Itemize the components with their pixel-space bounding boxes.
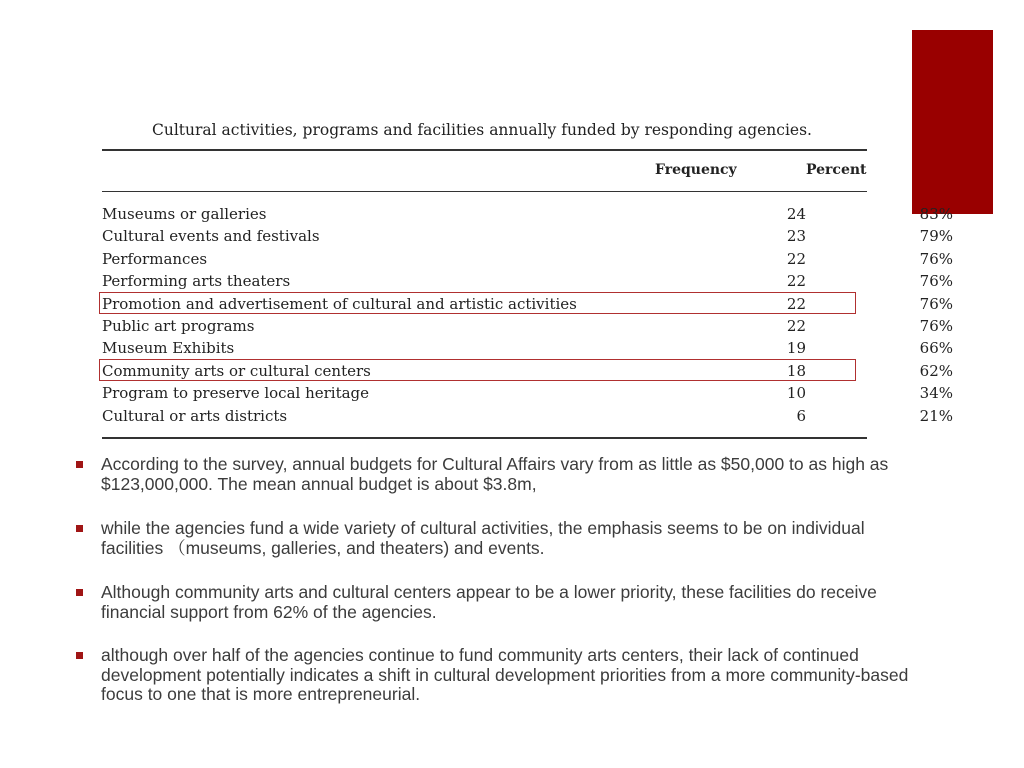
row-label: Cultural events and festivals	[102, 227, 320, 246]
table-title: Cultural activities, programs and facilities annually funded by responding agencies.	[152, 121, 812, 139]
row-percent: 79%	[919, 227, 953, 246]
row-frequency: 24	[786, 205, 806, 223]
bullet-list	[76, 455, 916, 730]
row-percent: 21%	[919, 406, 953, 425]
row-percent: 34%	[919, 384, 953, 403]
bullet-item	[76, 583, 916, 622]
row-frequency: 22	[786, 249, 806, 268]
table-row	[102, 337, 953, 359]
square-bullet-icon	[76, 652, 83, 659]
table-body	[102, 203, 953, 427]
table-header-rule	[102, 191, 867, 192]
row-label: Cultural or arts districts	[102, 406, 288, 425]
table-top-rule	[102, 149, 867, 151]
row-frequency: 10	[786, 384, 806, 403]
frequency-header: Frequency	[655, 162, 737, 178]
square-bullet-icon	[76, 525, 83, 532]
row-frequency: 22	[786, 294, 806, 313]
row-frequency: 23	[786, 227, 806, 246]
row-label: Performing arts theaters	[102, 272, 291, 291]
row-label: Public art programs	[102, 316, 255, 335]
row-label: Performances	[102, 249, 208, 268]
row-frequency: 6	[796, 406, 806, 425]
table-row	[102, 225, 953, 247]
row-label: Museum Exhibits	[102, 339, 235, 358]
table-row	[102, 360, 953, 382]
square-bullet-icon	[76, 589, 83, 596]
bullet-text: Although community arts and cultural centers appear to be a lower priority, these facilities do receive financial support from 62% of the agencies.	[101, 582, 877, 622]
row-frequency: 19	[786, 339, 806, 358]
row-label: Community arts or cultural centers	[102, 361, 371, 380]
row-percent: 76%	[919, 272, 953, 291]
row-frequency: 22	[786, 272, 806, 291]
table-row	[102, 203, 953, 225]
row-label: Program to preserve local heritage	[102, 384, 370, 403]
row-label: Promotion and advertisement of cultural and artistic activities	[102, 294, 577, 313]
table-row	[102, 315, 953, 337]
row-frequency: 22	[786, 316, 806, 335]
accent-bar	[912, 30, 993, 214]
row-frequency: 18	[786, 361, 806, 380]
row-percent: 76%	[919, 294, 953, 313]
table-bottom-rule	[102, 437, 867, 439]
row-percent: 83%	[919, 205, 953, 223]
table-row	[102, 270, 953, 292]
table-row	[102, 248, 953, 270]
bullet-item	[76, 646, 916, 705]
bullet-text: while the agencies fund a wide variety of cultural activities, the emphasis seems to be on individual facilities （museums, galleries, and theaters) and events.	[101, 518, 865, 558]
row-label: Museums or galleries	[102, 205, 267, 223]
square-bullet-icon	[76, 461, 83, 468]
percent-header: Percent	[806, 162, 867, 178]
bullet-item	[76, 519, 916, 558]
table-row	[102, 382, 953, 404]
bullet-text: although over half of the agencies continue to fund community arts centers, their lack of continued development potentially indicates a shift in cultural development priorities from a more community-based focus to one that is more entrepreneurial.	[101, 645, 909, 704]
table-row	[102, 405, 953, 427]
row-percent: 66%	[919, 339, 953, 358]
row-percent: 76%	[919, 249, 953, 268]
row-percent: 76%	[919, 316, 953, 335]
bullet-text: According to the survey, annual budgets for Cultural Affairs vary from as little as $50,000 to as high as $123,000,000. The mean annual budget is about $3.8m,	[101, 454, 889, 494]
table-row	[102, 293, 953, 315]
bullet-item	[76, 455, 916, 494]
row-percent: 62%	[919, 361, 953, 380]
